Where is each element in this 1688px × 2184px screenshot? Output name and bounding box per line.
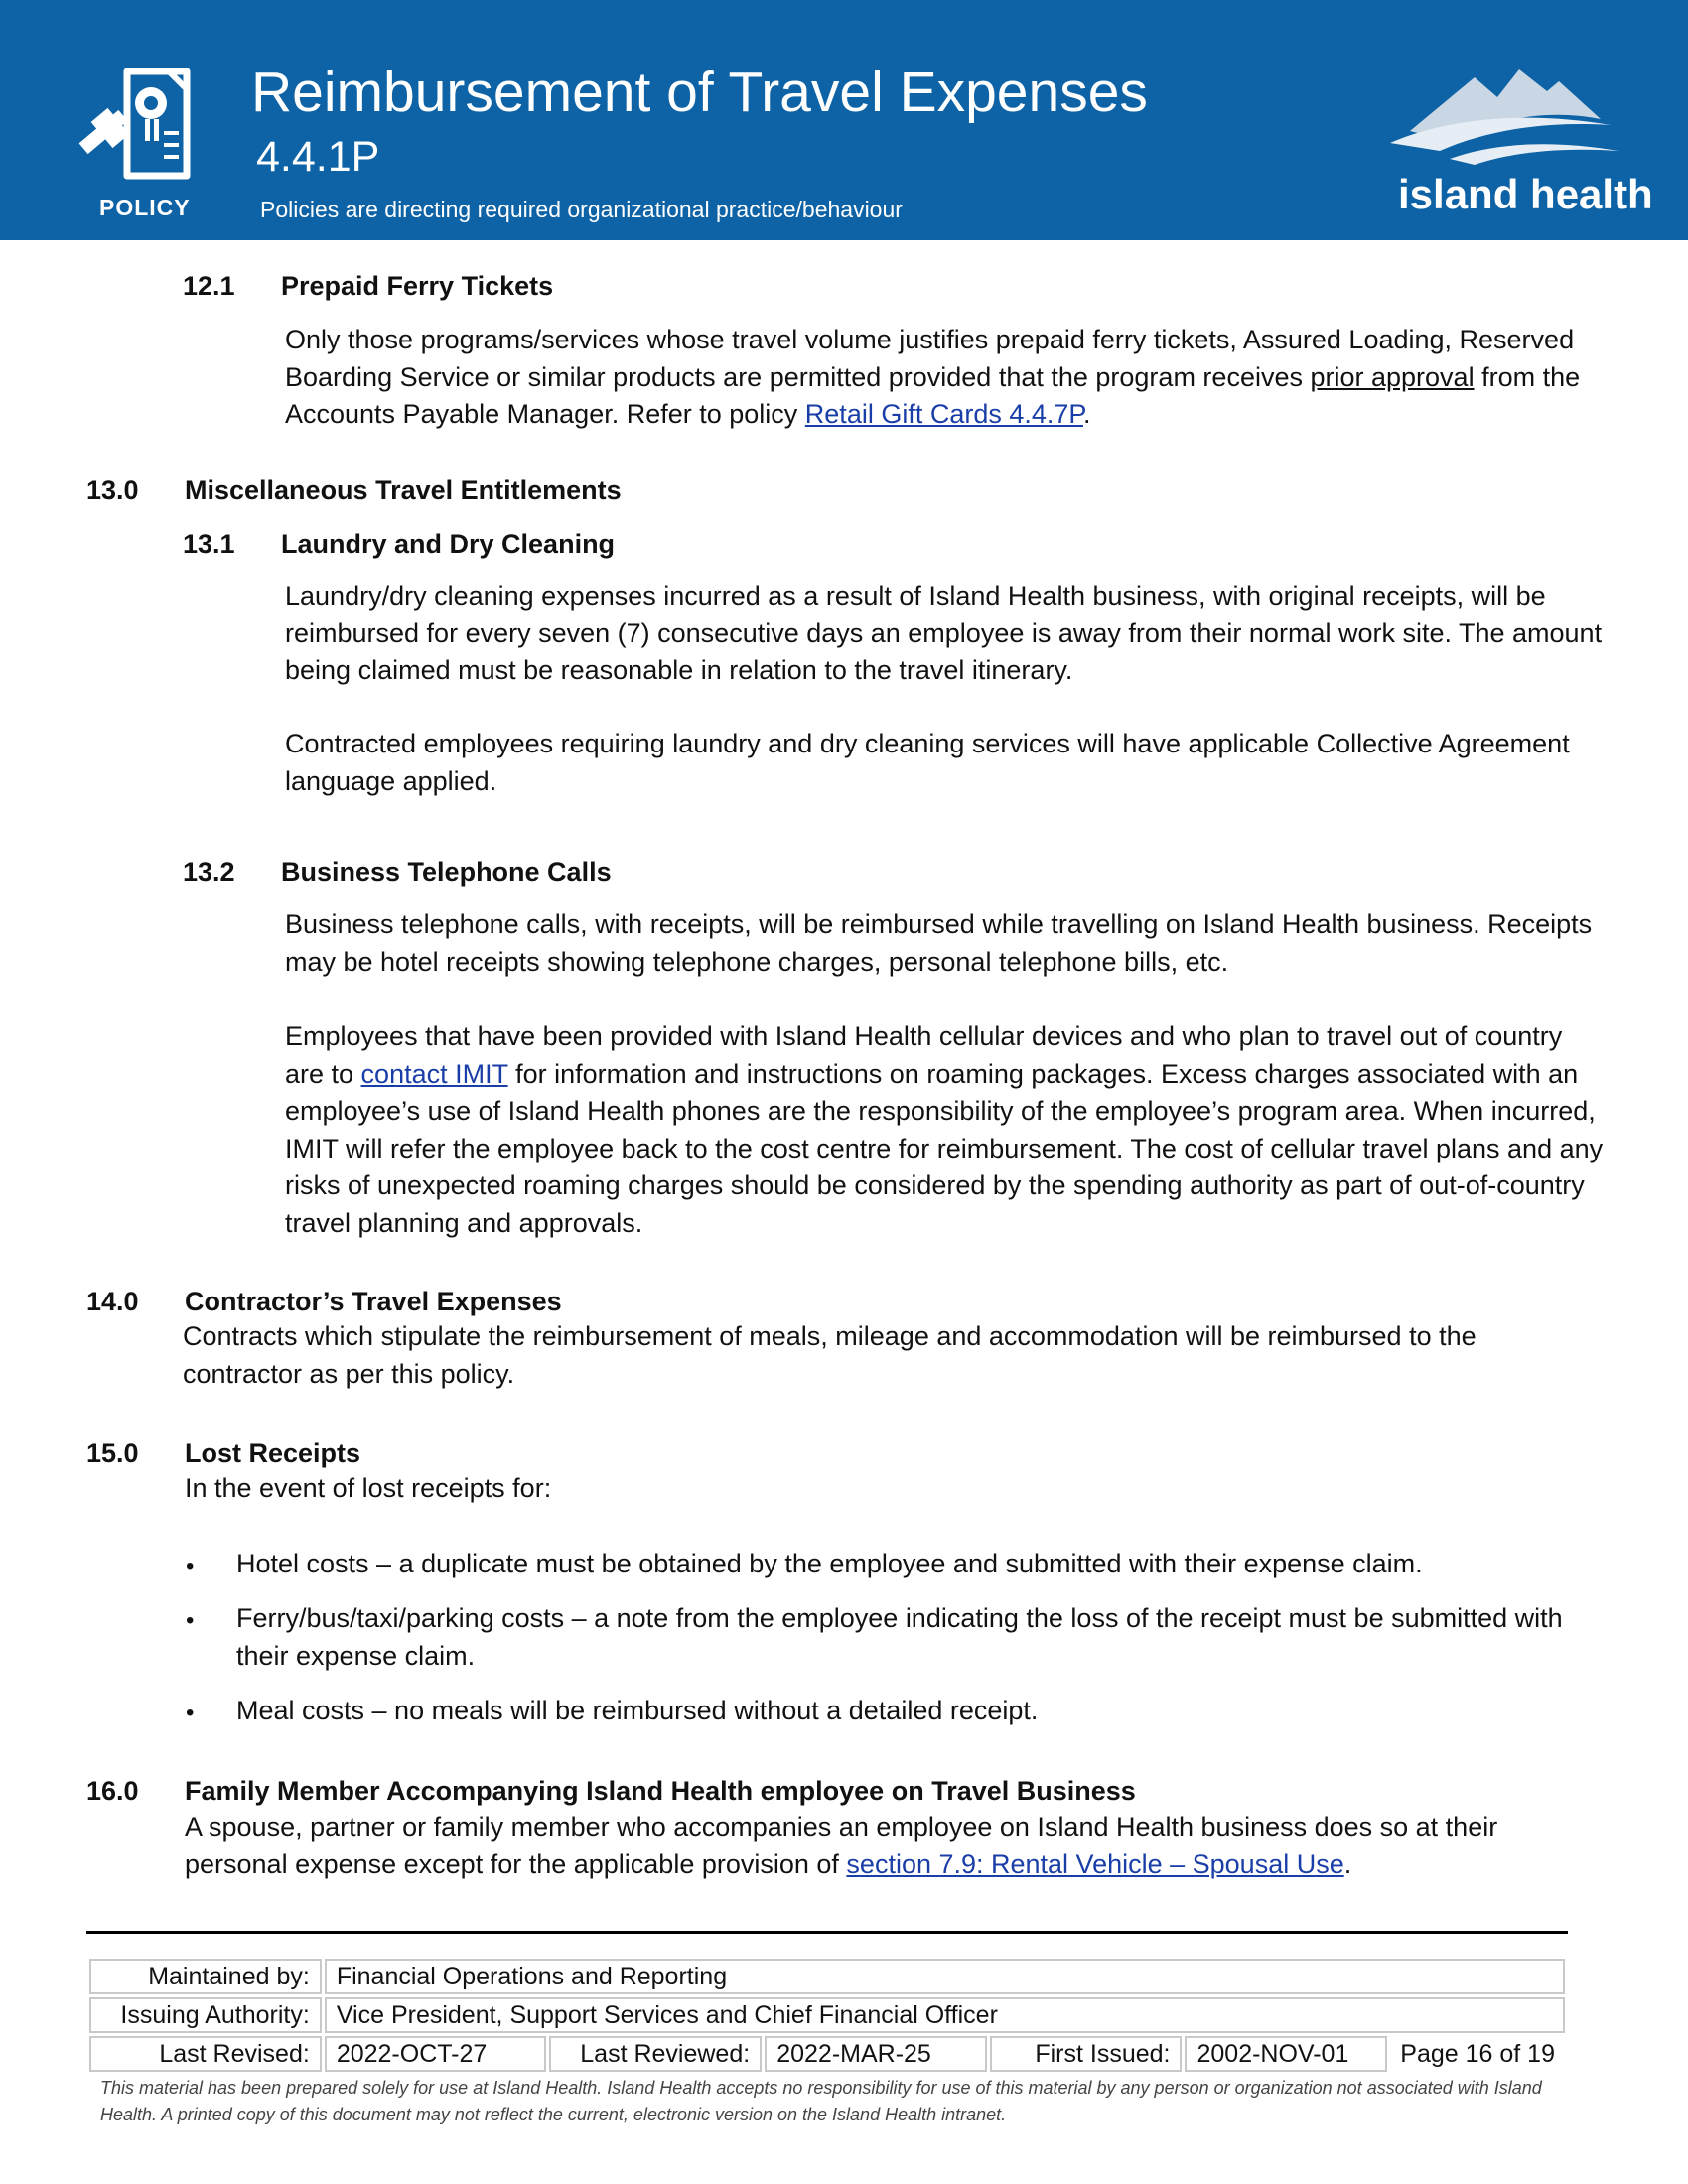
bullet-icon: • (186, 1553, 195, 1579)
contact-imit-link[interactable]: contact IMIT (360, 1058, 508, 1089)
certificate-gavel-icon (70, 62, 209, 191)
section-paragraph: Laundry/dry cleaning expenses incurred as a result of Island Health business, with original receipts, will be reimbursed for every seven (7) consecutive days an employee is away from their normal work site. The amount being claimed must be reasonable in relation to the travel itinerary. (285, 581, 1603, 685)
prior-approval-text: prior approval (1310, 361, 1475, 392)
mountain-wave-icon (1380, 60, 1628, 169)
section-heading: Lost Receipts (185, 1438, 361, 1468)
bullet-icon: • (186, 1700, 195, 1726)
section-paragraph (285, 322, 1606, 434)
bullet-icon: • (186, 1607, 195, 1634)
section-number: 13.2 (183, 857, 235, 887)
first-issued-label: First Issued: (990, 2036, 1183, 2072)
paragraph-text: A spouse, partner or family member who accompanies an employee on Island Health business does so at their personal expense except for the applicable provision of (185, 1812, 1498, 1879)
list-item: Meal costs – no meals will be reimbursed without a detailed receipt. (236, 1696, 1039, 1725)
section-paragraph (185, 1809, 1595, 1883)
section-number: 14.0 (86, 1287, 139, 1316)
section-heading: Family Member Accompanying Island Health employee on Travel Business (185, 1776, 1136, 1806)
section-heading: Business Telephone Calls (281, 857, 612, 887)
section-paragraph: In the event of lost receipts for: (185, 1473, 552, 1503)
policy-label: POLICY (99, 195, 191, 220)
policy-number: 4.4.1P (256, 133, 380, 181)
brand-name: island health (1398, 171, 1653, 217)
section-heading: Contractor’s Travel Expenses (185, 1287, 562, 1316)
disclaimer: This material has been prepared solely for use at Island Health. Island Health accepts no responsibility for use of this material by any person or organization not associated with Island Health. A printed copy of this document may not reflect the current, electronic version on the Island Health intranet. (100, 2078, 1542, 2124)
section-number: 13.1 (183, 529, 235, 559)
document-control-table (86, 1956, 1568, 2075)
paragraph-text: . (1343, 1848, 1352, 1879)
paragraph-text: from the Accounts Payable Manager. Refer to policy (285, 361, 1581, 429)
maintained-by-value: Financial Operations and Reporting (325, 1959, 1565, 1994)
first-issued-value: 2002-NOV-01 (1185, 2036, 1387, 2072)
section-number: 16.0 (86, 1776, 139, 1806)
page-title: Reimbursement of Travel Expenses (251, 61, 1148, 124)
retail-gift-cards-link[interactable]: Retail Gift Cards 4.4.7P (804, 399, 1083, 429)
section-number: 13.0 (86, 476, 139, 505)
header-banner (0, 0, 1688, 240)
section-paragraph: Contracted employees requiring laundry and dry cleaning services will have applicable Collective Agreement language applied. (285, 729, 1570, 796)
section-number: 12.1 (183, 271, 235, 301)
paragraph-text: for information and instructions on roaming packages. Excess charges associated with an employee’s use of Island Health phones are the responsibility of the employee’s program area. When incurred, IMIT will refer the employee back to the cost centre for reimbursement. The cost of cellular travel plans and any risks of unexpected roaming charges should be considered by the spending authority as part of out-of-country travel planning and approvals. (285, 1058, 1604, 1238)
maintained-by-label: Maintained by: (89, 1959, 322, 1994)
issuing-authority-value: Vice President, Support Services and Chief Financial Officer (325, 1997, 1565, 2033)
section-paragraph: Contracts which stipulate the reimbursement of meals, mileage and accommodation will be reimbursed to the contractor as per this policy. (183, 1321, 1477, 1389)
last-revised-value: 2022-OCT-27 (325, 2036, 547, 2072)
section-paragraph: Business telephone calls, with receipts, will be reimbursed while travelling on Island Health business. Receipts may be hotel receipts showing telephone charges, personal telephone bills, etc. (285, 909, 1593, 977)
last-reviewed-label: Last Reviewed: (549, 2036, 762, 2072)
section-heading: Laundry and Dry Cleaning (281, 529, 616, 559)
section-heading: Miscellaneous Travel Entitlements (185, 476, 622, 505)
list-item: Ferry/bus/taxi/parking costs – a note from the employee indicating the loss of the receipt must be submitted with their expense claim. (236, 1603, 1563, 1671)
page-number: Page 16 of 19 (1400, 2039, 1555, 2068)
footer-divider (86, 1931, 1568, 1934)
list-item: Hotel costs – a duplicate must be obtained by the employee and submitted with their expense claim. (236, 1549, 1423, 1578)
rental-vehicle-spousal-use-link[interactable]: section 7.9: Rental Vehicle – Spousal Use (846, 1848, 1344, 1879)
policy-tagline: Policies are directing required organizational practice/behaviour (260, 197, 903, 222)
paragraph-text: . (1082, 399, 1091, 429)
section-number: 15.0 (86, 1438, 139, 1468)
paragraph-text: Employees that have been provided with Island Health cellular devices and who plan to travel out of country are to (285, 1022, 1563, 1089)
issuing-authority-label: Issuing Authority: (89, 1997, 322, 2033)
last-revised-label: Last Revised: (89, 2036, 322, 2072)
section-paragraph (285, 1019, 1606, 1242)
section-heading: Prepaid Ferry Tickets (281, 271, 554, 301)
last-reviewed-value: 2022-MAR-25 (765, 2036, 987, 2072)
paragraph-text: Only those programs/services whose travel volume justifies prepaid ferry tickets, Assured Loading, Reserved Boarding Service or similar products are permitted provided that the program receives (285, 325, 1575, 392)
